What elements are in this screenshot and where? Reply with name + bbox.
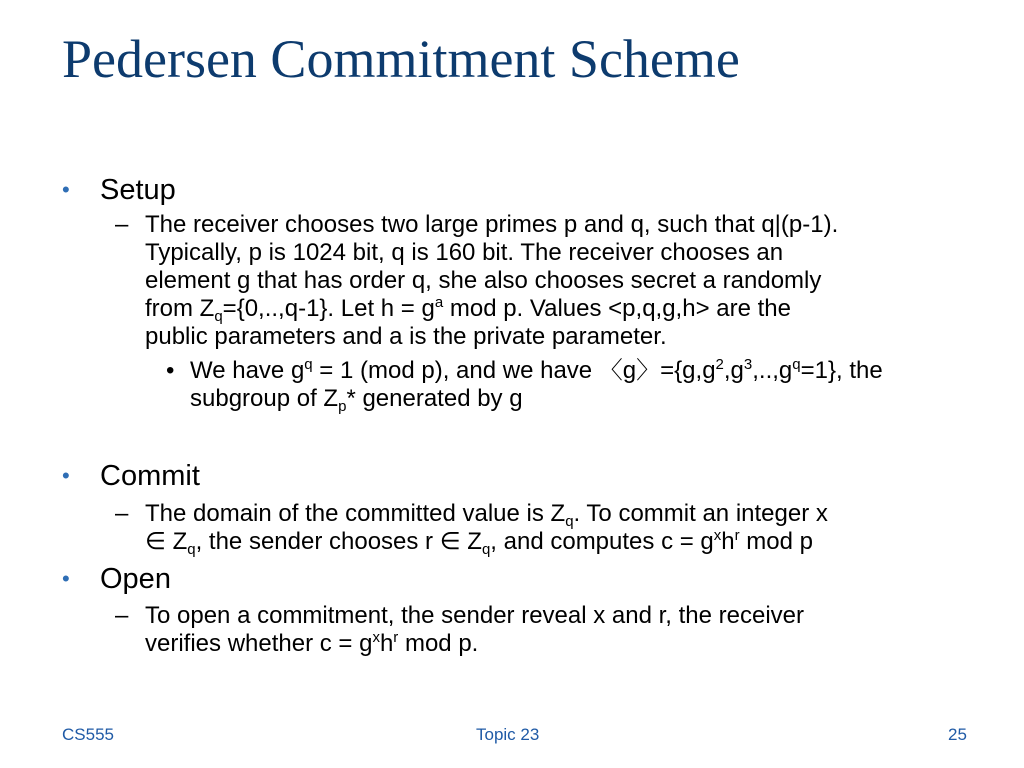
- footer-course: CS555: [62, 725, 114, 744]
- dot-marker: •: [166, 357, 175, 384]
- bullet-marker: •: [62, 566, 70, 591]
- setup-sub-item: [115, 211, 975, 351]
- commit-sub-text: The domain of the committed value is $Z_q$. To commit an integer x ∈ $Z_q$, the sender chooses r ∈ $Z_q$, and computes $c = g^xh^r$ mod p: [145, 500, 828, 558]
- bullet-commit-label: Commit: [100, 460, 200, 492]
- setup-line-1: The receiver chooses two large primes p and q, such that q|(p-1).: [145, 211, 839, 238]
- setup-sub-text: [145, 211, 975, 351]
- slide-title: Pedersen Commitment Scheme: [62, 29, 740, 89]
- dash-marker: –: [115, 211, 129, 238]
- setup-line-4: from $Z_q=\{0,..,q-1\}$. Let $h = g^a$ mod p. Values <p,q,g,h> are the: [145, 294, 791, 325]
- bullet-marker: •: [62, 177, 70, 202]
- dash-marker: –: [115, 602, 129, 629]
- open-sub-text: To open a commitment, the sender reveal x and r, the receiver verifies whether $c = g^xh^r$ mod p.: [145, 602, 805, 657]
- footer-page-number: 25: [948, 725, 967, 744]
- setup-subsub-item: [166, 357, 986, 413]
- bullet-marker: •: [62, 463, 70, 488]
- setup-line-2: Typically, p is 1024 bit, q is 160 bit. The receiver chooses an: [145, 239, 784, 266]
- setup-subsub-text: We have $g^q = 1$ (mod p), and we have $〈g〉=\{g,g^2,g^3,..,g^q=1\}$, the subgroup of $Z_p*$ generated by g: [190, 356, 883, 415]
- bullet-setup-label: Setup: [100, 174, 176, 206]
- dash-marker: –: [115, 500, 129, 527]
- footer-topic: Topic 23: [476, 725, 540, 744]
- open-sub-item: [115, 602, 975, 658]
- bullet-open-label: Open: [100, 563, 171, 595]
- setup-line-3: element g that has order q, she also chooses secret a randomly: [145, 267, 822, 294]
- setup-line-5: public parameters and a is the private parameter.: [145, 323, 667, 350]
- commit-sub-item: [115, 500, 975, 556]
